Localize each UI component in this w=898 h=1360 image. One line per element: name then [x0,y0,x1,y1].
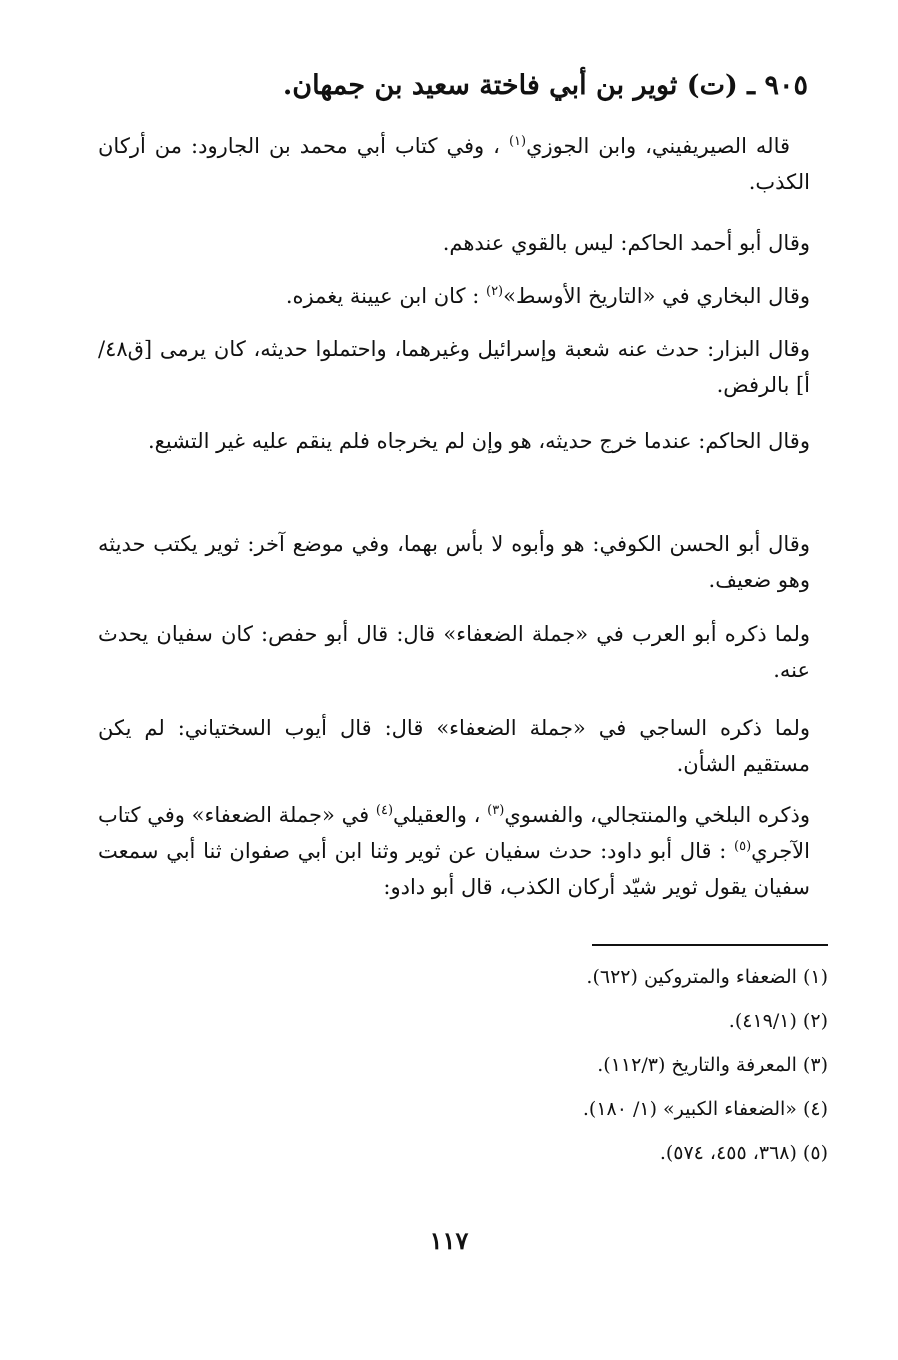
paragraph-text: : كان ابن عيينة يغمزه. [285,284,486,308]
paragraph-text: وقال البخاري في «التاريخ الأوسط» [503,284,810,308]
paragraph-text: ، والعقيلي [393,803,488,827]
paragraph-5: وقال الحاكم: عندما خرج حديثه، هو وإن لم يخرجاه فلم ينقم عليه غير التشيع. [147,429,810,453]
entry-heading: ٩٠٥ ـ (ت) ثوير بن أبي فاختة سعيد بن جمهان. [282,70,808,101]
footnote-divider [592,944,828,946]
footnote-ref: (٢) [485,284,504,299]
paragraph-text: وذكره البلخي والمنتجالي، والفسوي [504,803,810,827]
paragraph-4: وقال البزار: حدث عنه شعبة وإسرائيل وغيرهما، واحتملوا حديثه، كان يرمى [ق٤٨/أ] بالرفض. [98,337,810,397]
paragraph-text: ، وفي كتاب أبي محمد بن الجارود: من أركان الكذب. [98,134,810,194]
paragraph-1 [98,128,810,200]
paragraph-7: ولما ذكره أبو العرب في «جملة الضعفاء» قال: قال أبو حفص: كان سفيان يحدث عنه. [98,622,810,682]
paragraph-9 [98,797,810,905]
paragraph-8: ولما ذكره الساجي في «جملة الضعفاء» قال: قال أيوب السختياني: لم يكن مستقيم الشأن. [98,716,810,776]
paragraph-text: : قال أبو داود: حدث سفيان عن ثوير وثنا ابن أبي صفوان ثنا أبي سمعت سفيان يقول ثوير شيّد أركان الكذب، قال أبو دادو: [98,839,810,899]
paragraph-6: وقال أبو الحسن الكوفي: هو وأبوه لا بأس بهما، وفي موضع آخر: ثوير يكتب حديثه وهو ضعيف. [98,532,810,592]
paragraph-2: وقال أبو أحمد الحاكم: ليس بالقوي عندهم. [442,231,810,255]
footnote-3: (٣) المعرفة والتاريخ (١١٢/٣). [597,1054,828,1076]
paragraph-text: في «جملة الضعفاء» وفي كتاب الآجري [98,803,810,863]
footnote-2: (٢) (٤١٩/١). [728,1010,828,1032]
footnote-5: (٥) (٣٦٨، ٤٥٥، ٥٧٤). [659,1142,828,1164]
footnote-1: (١) الضعفاء والمتروكين (٦٢٢). [586,966,828,988]
page-number: ١١٧ [429,1226,469,1255]
footnote-ref: (٥) [734,839,752,854]
footnote-ref: (٤) [375,803,394,818]
paragraph-text: قاله الصيريفيني، وابن الجوزي [526,134,791,158]
footnote-ref: (١) [508,134,527,149]
paragraph-3 [98,278,810,314]
footnotes [288,962,828,1182]
footnote-4: (٤) «الضعفاء الكبير» (١/ ١٨٠). [582,1098,828,1120]
footnote-ref: (٣) [487,803,505,818]
